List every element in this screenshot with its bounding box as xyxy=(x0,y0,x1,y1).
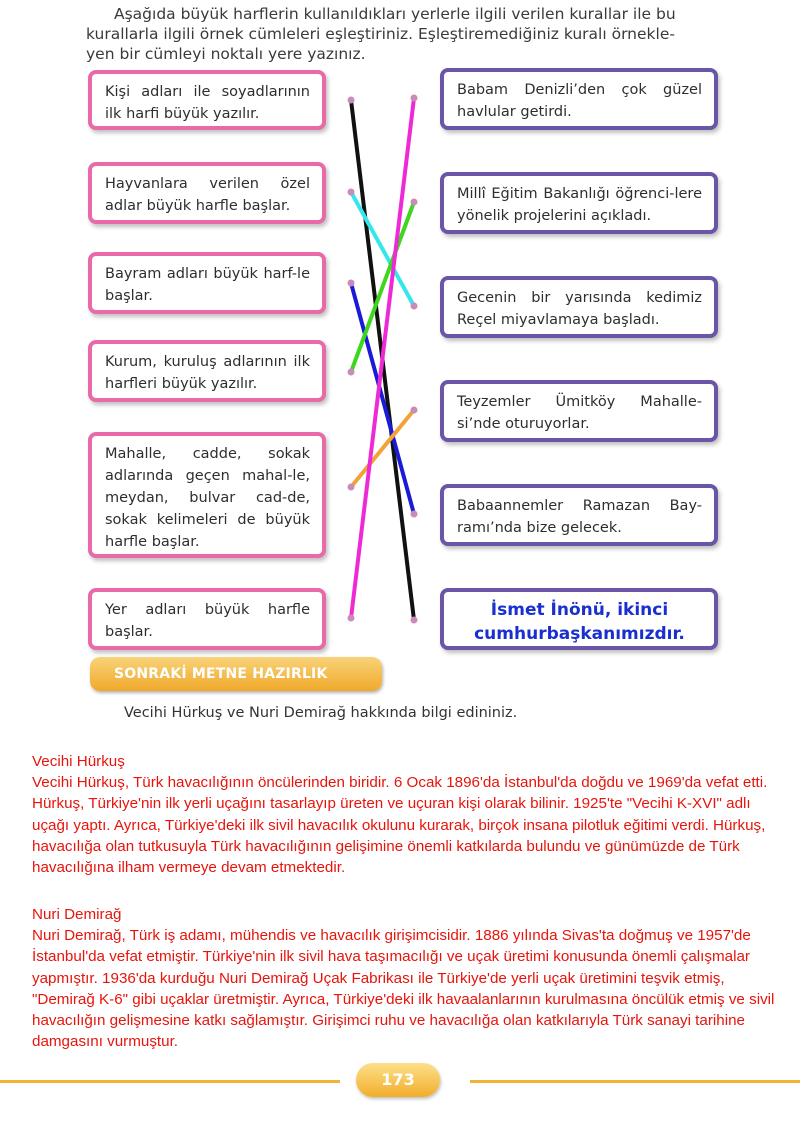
example-box-4[interactable]: Teyzemler Ümitköy Mahalle-si’nde oturuyorlar. xyxy=(440,380,718,442)
connector-cyan xyxy=(351,192,414,306)
connector-green xyxy=(351,202,414,372)
right-dot-6 xyxy=(411,617,418,624)
nuri-title: Nuri Demirağ xyxy=(32,906,122,923)
instructions-line-1: Aşağıda büyük harflerin kullanıldıkları yerlerle ilgili verilen kurallar ile bu xyxy=(114,5,676,23)
rule-box-2[interactable]: Hayvanlara verilen özel adlar büyük harfle başlar. xyxy=(88,162,326,224)
left-dot-3 xyxy=(348,280,355,287)
right-dot-3 xyxy=(411,303,418,310)
right-dot-5 xyxy=(411,511,418,518)
instructions xyxy=(86,4,716,64)
nuri-body: Nuri Demirağ, Türk iş adamı, mühendis ve havacılık girişimcisidir. 1886 yılında Sivas'ta doğmuş ve 1957'de İstanbul'da vefat etmiştir. Türkiye'nin ilk sivil hava taşımacılığı ve uçak üretimi konusunda önemli çalışmalar yapmıştır. 1936'da kurduğu Nuri Demirağ Uçak Fabrikası ile Türkiye'de yerli uçak üretimini teşvik etmiş, "Demirağ K-6" gibi uçaklar üretmiştir. Ayrıca, Türkiye'deki ilk havaalanlarının kurulmasına öncülük etmiş ve sivil havacılığın gelişmesine katkı sağlamıştır. Girişimci ruhu ve havacılığa olan katkılarıyla Türk sanayi tarihine damgasını vurmuştur. xyxy=(32,927,775,1051)
left-dot-1 xyxy=(348,97,355,104)
example-box-6-handwritten-answer[interactable]: İsmet İnönü, ikinci cumhurbaşkanımızdır. xyxy=(440,588,718,650)
right-dot-1 xyxy=(411,95,418,102)
example-box-3[interactable]: Gecenin bir yarısında kedimiz Reçel miyavlamaya başladı. xyxy=(440,276,718,338)
vecihi-body: Vecihi Hürkuş, Türk havacılığının öncülerinden biridir. 6 Ocak 1896'da İstanbul'da doğdu ve 1969'da vefat etti. Hürkuş, Türkiye'nin ilk yerli uçağını tasarlayıp üreten ve uçuran kişi olarak bilinir. 1925'te "Vecihi K-XVI" adlı uçağı yaptı. Ayrıca, Türkiye'deki ilk sivil havacılık okulunu kurarak, birçok insana pilotluk eğitimi verdi. Hürkuş, havacılığa olan tutkusuyla Türk havacılığının gelişimine önemli katkılarda bulundu ve günümüzde de Türk havacılığına ilham vermeye devam etmektedir. xyxy=(32,774,768,877)
connector-orange xyxy=(351,410,414,487)
example-box-1[interactable]: Babam Denizli’den çok güzel havlular getirdi. xyxy=(440,68,718,130)
left-dot-5 xyxy=(348,484,355,491)
footer-line-left xyxy=(0,1080,340,1083)
footer-line-right xyxy=(470,1080,800,1083)
example-box-2[interactable]: Millî Eğitim Bakanlığı öğrenci-lere yönelik projelerini açıkladı. xyxy=(440,172,718,234)
connector-magenta xyxy=(351,98,414,618)
right-dot-2 xyxy=(411,199,418,206)
left-dot-6 xyxy=(348,615,355,622)
right-dot-4 xyxy=(411,407,418,414)
rule-box-6[interactable]: Yer adları büyük harfle başlar. xyxy=(88,588,326,650)
example-box-5[interactable]: Babaannemler Ramazan Bay-ramı’nda bize gelecek. xyxy=(440,484,718,546)
page-number: 173 xyxy=(356,1063,440,1097)
vecihi-title: Vecihi Hürkuş xyxy=(32,753,125,770)
instructions-line-3: yen bir cümleyi noktalı yere yazınız. xyxy=(86,45,366,63)
left-dot-4 xyxy=(348,369,355,376)
connector-blue xyxy=(351,283,414,514)
rule-box-1[interactable]: Kişi adları ile soyadlarının ilk harfi büyük yazılır. xyxy=(88,70,326,130)
preparation-text: Vecihi Hürkuş ve Nuri Demirağ hakkında bilgi edininiz. xyxy=(124,705,518,721)
rule-box-4[interactable]: Kurum, kuruluş adlarının ilk harfleri büyük yazılır. xyxy=(88,340,326,402)
rule-box-3[interactable]: Bayram adları büyük harf-le başlar. xyxy=(88,252,326,314)
left-dot-2 xyxy=(348,189,355,196)
instructions-line-2: kurallarla ilgili örnek cümleleri eşleştiriniz. Eşleştiremediğiniz kuralı örnekle- xyxy=(86,25,675,43)
connector-black xyxy=(351,100,414,620)
preparation-banner: SONRAKİ METNE HAZIRLIK xyxy=(90,657,382,691)
rule-box-5[interactable]: Mahalle, cadde, sokak adlarında geçen mahal-le, meydan, bulvar cad-de, sokak kelimeleri de büyük harfle başlar. xyxy=(88,432,326,558)
